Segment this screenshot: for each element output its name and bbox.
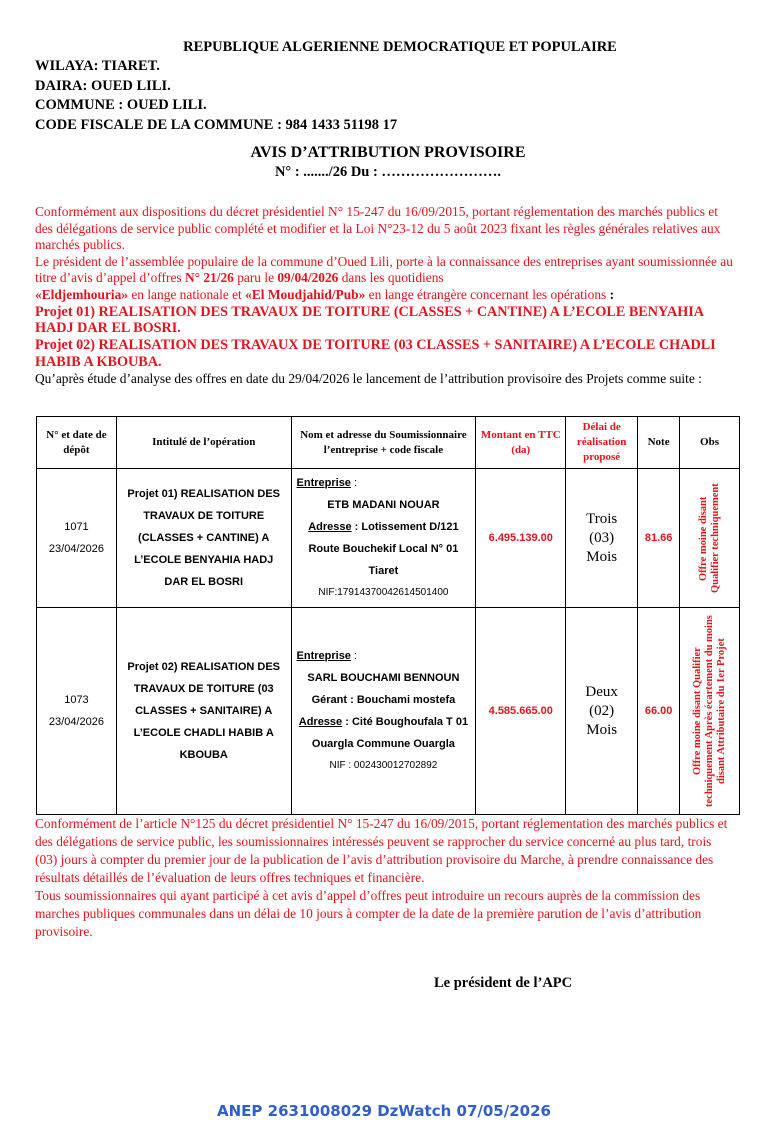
header-montant: Montant en TTC (da) <box>476 417 566 469</box>
entreprise-name: ETB MADANI NOUAR <box>327 499 440 511</box>
header-obs: Obs <box>680 417 740 469</box>
entreprise-name: SARL BOUCHAMI BENNOUN <box>307 672 460 684</box>
wilaya-line: WILAYA: TIARET. <box>35 58 160 74</box>
cell-depot <box>37 608 117 815</box>
project-2-title: Projet 02) REALISATION DES TRAVAUX DE TOITURE (03 CLASSES + SANITAIRE) A L’ECOLE CHADLI HABIB A KBOUBA. <box>35 337 716 370</box>
table-row <box>37 608 740 815</box>
obs-value: Offre moine disant Qualifier techniquement Après écartement du moins disant Attributaire du 1er Projet <box>691 615 727 807</box>
cell-note <box>638 469 680 608</box>
daira-line: DAIRA: OUED LILI. <box>35 78 171 94</box>
cell-intitule <box>116 608 291 815</box>
cell-soumissionnaire <box>291 608 476 815</box>
cell-delai <box>566 608 638 815</box>
adresse-line <box>297 711 471 755</box>
cell-obs <box>680 608 740 815</box>
republic-heading: REPUBLIQUE ALGERIENNE DEMOCRATIQUE ET POPULAIRE <box>183 39 617 55</box>
footer-reference: ANEP 2631008029 DzWatch 07/05/2026 <box>217 1102 551 1120</box>
header-intitule: Intitulé de l’opération <box>116 417 291 469</box>
depot-date: 23/04/2026 <box>48 716 104 728</box>
outro-paragraph-article: Conformément de l’article N°125 du décret présidentiel N° 15-247 du 16/09/2015, portant réglementation des marchés publics et des délégations de service public, les soumissionnaires intéressés peuvent se rapprocher du service concerné au plus tard, trois (03) jours à compter du premier jour de la publication de l’avis d’attribution provisoire du Marche, à prendre connaissance des résultats détaillés de l’évaluation de leurs offres techniques et financière. <box>35 816 728 885</box>
intro-text-e: dans les quotidiens <box>338 270 444 286</box>
cell-intitule <box>116 469 291 608</box>
table-row <box>37 469 740 608</box>
operation-title: Projet 02) REALISATION DES TRAVAUX DE TOITURE (03 CLASSES + SANITAIRE) A L’ECOLE CHADLI HABIB A KBOUBA <box>127 661 280 761</box>
header-note: Note <box>638 417 680 469</box>
tender-date: 09/04/2026 <box>277 270 339 286</box>
cell-montant <box>476 469 566 608</box>
cell-depot <box>37 469 117 608</box>
delai-value: Trois (03) Mois <box>586 510 618 565</box>
intro-text-g: en lange nationale et <box>128 286 246 302</box>
intro-paragraph-announcement <box>35 254 735 304</box>
depot-number: 1073 <box>64 694 89 706</box>
cell-montant <box>476 608 566 815</box>
intro-colon: : <box>609 286 615 302</box>
entreprise-sep: : <box>350 477 358 489</box>
intro-text-a: Le président de l’assemblée populaire de la commune d’Oued Lili, porte à la connaissance des entreprises ayant soumissionnée au titre d’avis d’appel d’offres <box>35 253 733 286</box>
cell-soumissionnaire <box>291 469 476 608</box>
note-value: 81.66 <box>644 532 673 544</box>
delai-value: Deux (02) Mois <box>585 683 618 738</box>
header-delai: Délai de réalisation proposé <box>566 417 638 469</box>
table-header-row <box>37 417 740 469</box>
depot-date: 23/04/2026 <box>48 543 104 555</box>
depot-number: 1071 <box>64 521 89 533</box>
document-number: N° : ......./26 Du : ……………………. <box>274 164 502 180</box>
intro-paragraph-evaluation: Qu’après étude d’analyse des offres en date du 29/04/2026 le lancement de l’attribution provisoire des Projets comme suite : <box>35 370 702 386</box>
intro-text-i: en lange étrangère concernant les opérations <box>365 286 610 302</box>
note-value: 66.00 <box>644 705 673 717</box>
header-soumissionnaire: Nom et adresse du Soumissionnaire l’entreprise + code fiscale <box>291 417 476 469</box>
nif: NIF : 002430012702892 <box>329 760 438 771</box>
entreprise-line <box>297 645 471 667</box>
cell-note <box>638 608 680 815</box>
attribution-table <box>36 416 740 815</box>
adresse-line <box>297 516 471 582</box>
operation-title: Projet 01) REALISATION DES TRAVAUX DE TOITURE (CLASSES + CANTINE) A L’ECOLE BENYAHIA HADJ DAR EL BOSRI <box>127 488 280 588</box>
entreprise-label: Entreprise <box>296 650 351 662</box>
entreprise-line <box>297 472 471 494</box>
montant-value: 6.495.139.00 <box>488 532 553 544</box>
cell-obs <box>680 469 740 608</box>
gerant-line: Gérant : Bouchami mostefa <box>311 694 456 706</box>
outro-text <box>35 815 735 941</box>
commune-line: COMMUNE : OUED LILI. <box>35 97 207 113</box>
newspaper-foreign: «El Moudjahid/Pub» <box>245 286 366 302</box>
intro-text <box>35 204 735 387</box>
nif: NIF:17914370042614501400 <box>318 587 449 598</box>
newspaper-national: «Eldjemhouria» <box>35 286 128 302</box>
adresse-label: Adresse <box>298 716 343 728</box>
intro-paragraph-decree: Conformément aux dispositions du décret présidentiel N° 15-247 du 16/09/2015, portant réglementation des marchés publics et des délégations de service public complété et modifier et la Loi N°23-12 du 5 août 2023 fixant les règles générales relatives aux marchés publics. <box>35 204 721 253</box>
document-title: AVIS D’ATTRIBUTION PROVISOIRE <box>250 144 526 161</box>
adresse-value: : Cité Boughoufala T 01 Ouargla Commune Ouargla <box>311 716 469 750</box>
header-depot: N° et date de dépôt <box>37 417 117 469</box>
cell-delai <box>566 469 638 608</box>
obs-value: Offre moine disant Qualifier techniquement <box>697 483 721 593</box>
tender-number: N° 21/26 <box>184 270 234 286</box>
adresse-value: : Lotissement D/121 Route Bouchekif Local N° 01 Tiaret <box>308 521 459 577</box>
intro-text-c: paru le <box>233 270 278 286</box>
montant-value: 4.585.665.00 <box>488 705 553 717</box>
outro-paragraph-recours: Tous soumissionnaires qui ayant participé à cet avis d’appel d’offres peut introduire un recours auprès de la commission des marches publiques communales dans un délai de 10 jours à compter de la date de la première parution de l’avis d’attribution provisoire. <box>35 888 702 939</box>
signature: Le président de l’APC <box>434 975 573 991</box>
project-1-title: Projet 01) REALISATION DES TRAVAUX DE TOITURE (CLASSES + CANTINE) A L’ECOLE BENYAHIA HADJ DAR EL BOSRI. <box>35 303 704 337</box>
entreprise-sep: : <box>350 650 358 662</box>
entreprise-label: Entreprise <box>296 477 351 489</box>
adresse-label: Adresse <box>308 521 352 533</box>
code-fiscal-line: CODE FISCALE DE LA COMMUNE : 984 1433 51198 17 <box>35 117 398 133</box>
